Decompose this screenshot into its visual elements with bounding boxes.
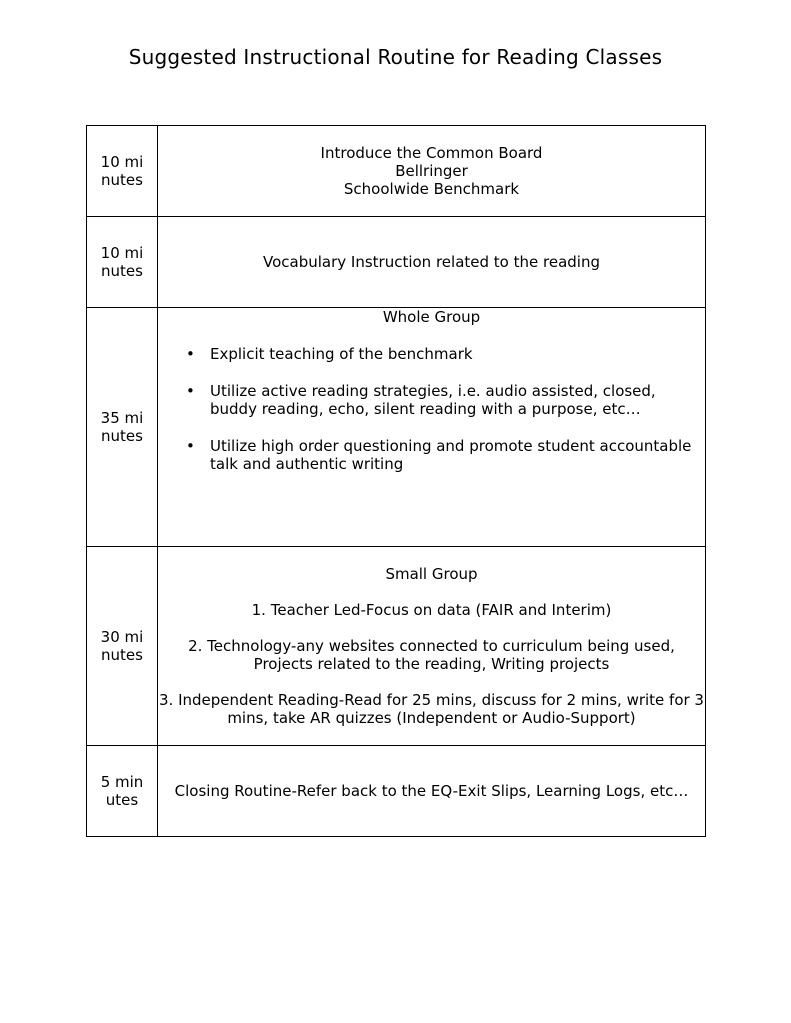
time-label: 5 minutes bbox=[100, 773, 144, 809]
list-item: 3. Independent Reading-Read for 25 mins, discuss for 2 mins, write for 3 mins, take AR quizzes (Independent or Audio-Support) bbox=[159, 691, 704, 727]
table-row bbox=[87, 126, 706, 217]
activity-line: Schoolwide Benchmark bbox=[343, 180, 520, 198]
activity-cell bbox=[158, 308, 706, 547]
list-item: 2. Technology-any websites connected to curriculum being used, Projects related to the reading, Writing projects bbox=[188, 637, 675, 673]
list-item: 1. Teacher Led-Focus on data (FAIR and Interim) bbox=[251, 601, 612, 619]
routine-table bbox=[86, 125, 706, 837]
activity-line: Closing Routine-Refer back to the EQ-Exit Slips, Learning Logs, etc… bbox=[174, 782, 689, 800]
time-cell bbox=[87, 308, 158, 547]
table-row bbox=[87, 746, 706, 837]
table-row bbox=[87, 217, 706, 308]
time-cell bbox=[87, 746, 158, 837]
time-cell bbox=[87, 217, 158, 308]
activity-line: Introduce the Common Board bbox=[320, 144, 543, 162]
time-cell bbox=[87, 547, 158, 746]
activity-line: Vocabulary Instruction related to the reading bbox=[263, 253, 600, 271]
group-heading: Small Group bbox=[385, 565, 478, 583]
time-label: 35 minutes bbox=[100, 409, 144, 445]
activity-cell bbox=[158, 217, 706, 308]
activity-cell bbox=[158, 746, 706, 837]
table-row bbox=[87, 547, 706, 746]
page-title: Suggested Instructional Routine for Reading Classes bbox=[128, 45, 663, 69]
activity-line: Bellringer bbox=[395, 162, 468, 180]
activity-cell bbox=[158, 126, 706, 217]
time-label: 30 minutes bbox=[100, 628, 144, 664]
list-item: • Utilize high order questioning and promote student accountable talk and authentic writing bbox=[198, 437, 705, 473]
list-item: • Explicit teaching of the benchmark bbox=[198, 345, 705, 363]
time-label: 10 minutes bbox=[100, 153, 144, 189]
time-cell bbox=[87, 126, 158, 217]
table-row bbox=[87, 308, 706, 547]
list-item: • Utilize active reading strategies, i.e. audio assisted, closed, buddy reading, echo, silent reading with a purpose, etc… bbox=[198, 382, 705, 418]
activity-cell bbox=[158, 547, 706, 746]
group-heading: Whole Group bbox=[382, 308, 481, 326]
time-label: 10 minutes bbox=[100, 244, 144, 280]
bullet-list bbox=[158, 345, 705, 473]
